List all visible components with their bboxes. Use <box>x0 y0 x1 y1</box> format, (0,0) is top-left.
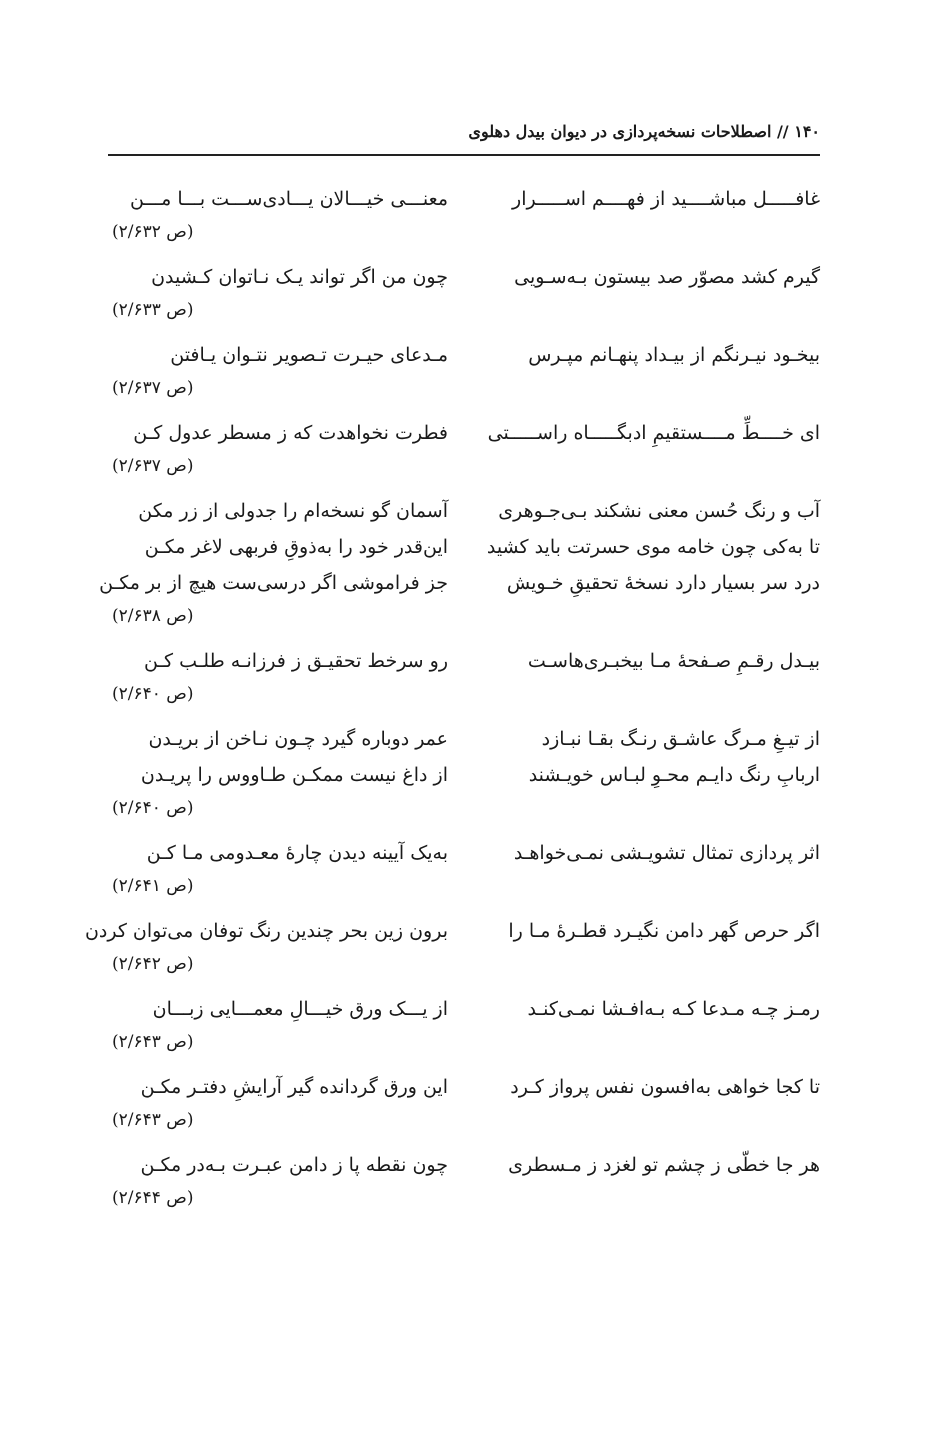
first-hemistich: هر جا خطّی ز چشم تو لغزد ز مـسطری <box>508 1154 820 1176</box>
second-hemistich: معنـــی خیـــالان یـــادی‌ســـت بـــا مـــن <box>129 188 448 210</box>
page-reference-text: (ص ۲/۶۴۰) <box>112 798 194 818</box>
running-header <box>108 120 820 156</box>
second-hemistich: برون زین بحر چندین رنگ توفان می‌توان کردن <box>84 920 448 942</box>
page-reference-text: (ص ۲/۶۴۳) <box>112 1032 194 1052</box>
page-reference <box>108 870 820 912</box>
page-reference-text: (ص ۲/۶۴۳) <box>112 1110 194 1130</box>
first-hemistich: اگر حرص گهر دامن نگیـرد قطـرهٔ مـا را <box>508 920 820 942</box>
verse-line <box>108 528 820 564</box>
page-reference-text: (ص ۲/۶۴۲) <box>112 954 194 974</box>
second-hemistich: جز فراموشی اگر درسی‌ست هیچ از بر مکـن <box>99 572 448 594</box>
page-reference-text: (ص ۲/۶۴۰) <box>112 684 194 704</box>
verse-entry <box>108 990 820 1068</box>
page-reference <box>108 1182 820 1224</box>
page-reference-text: (ص ۲/۶۳۸) <box>112 606 194 626</box>
verse-entry <box>108 1146 820 1224</box>
first-hemistich: تا کجا خواهی به‌افسون نفس پرواز کـرد <box>510 1076 820 1098</box>
verse-entry <box>99 492 820 642</box>
verse-list <box>84 180 820 1224</box>
first-hemistich: اربابِ رنگ دایـم محـوِ لبـاس خویـشند <box>528 764 820 786</box>
verse-entry <box>108 258 820 336</box>
second-hemistich: آسمان گو نسخه‌ام را جدولی از زر مکن <box>138 500 448 522</box>
verse-line <box>108 756 820 792</box>
verse-line <box>108 720 820 756</box>
first-hemistich: بیخـود نیـرنگم از بیـداد پنهـانم مپـرس <box>528 344 820 366</box>
first-hemistich: گیرم کشد مصوّر صد بیستون بـه‌سـویی <box>514 266 820 288</box>
verse-entry <box>108 720 820 834</box>
first-hemistich: از تیـغِ مـرگ عاشـق رنـگ بقـا نبـازد <box>541 728 820 750</box>
page-reference <box>108 294 820 336</box>
verse-entry <box>108 1068 820 1146</box>
verse-line <box>84 912 820 948</box>
page-reference-text: (ص ۲/۶۳۷) <box>112 456 194 476</box>
verse-entry <box>108 180 820 258</box>
first-hemistich: غافـــــل مباشــــید از فهــــم اســـــرار <box>512 188 820 210</box>
verse-entry <box>84 912 820 990</box>
first-hemistich: ای خــــطِّ مــــستقیمِ ادبگـــــاه راســـــتی <box>487 422 820 444</box>
verse-line <box>108 414 820 450</box>
first-hemistich: اثر پردازی تمثال تشویـشی نمـی‌خواهـد <box>513 842 820 864</box>
second-hemistich: از یـــک ورق خیـــالِ معمـــایی زبـــان <box>152 998 448 1020</box>
verse-line <box>108 642 820 678</box>
page-reference <box>108 372 820 414</box>
second-hemistich: چون من اگر تواند یـک نـاتوان کـشیدن <box>151 266 448 288</box>
second-hemistich: مـدعای حیـرت تـصویر نتـوان یـافتن <box>170 344 448 366</box>
first-hemistich: درد سر بسیار دارد نسخهٔ تحقیقِ خـویش <box>506 572 820 594</box>
page-reference-text: (ص ۲/۶۳۷) <box>112 378 194 398</box>
second-hemistich: فطرت نخواهدت که ز مسطر عدول کـن <box>133 422 448 444</box>
verse-entry <box>108 414 820 492</box>
page-reference <box>108 792 820 834</box>
verse-entry <box>108 642 820 720</box>
page-reference <box>108 600 820 642</box>
page-reference <box>108 1026 820 1068</box>
verse-line <box>99 564 820 600</box>
page-reference-text: (ص ۲/۶۳۳) <box>112 300 194 320</box>
page-reference <box>108 450 820 492</box>
verse-line <box>108 258 820 294</box>
verse-line <box>108 336 820 372</box>
verse-entry <box>108 834 820 912</box>
verse-line <box>108 834 820 870</box>
verse-line <box>108 492 820 528</box>
page-reference <box>108 948 820 990</box>
first-hemistich: بیـدل رقـمِ صـفحهٔ مـا بیخبـری‌هاسـت <box>527 650 820 672</box>
verse-entry <box>108 336 820 414</box>
verse-line <box>108 990 820 1026</box>
page-reference <box>108 678 820 720</box>
page-reference <box>108 216 820 258</box>
verse-line <box>108 1068 820 1104</box>
second-hemistich: این ورق گردانده گیر آرایشِ دفتـر مکـن <box>140 1076 448 1098</box>
verse-line <box>108 180 820 216</box>
page-reference-text: (ص ۲/۶۴۱) <box>112 876 194 896</box>
header-text: ۱۴۰ // اصطلاحات نسخه‌پردازی در دیوان بیدل دهلوی <box>468 122 820 141</box>
first-hemistich: آب و رنگ حُسن معنی نشکند بـی‌جـوهری <box>498 500 820 522</box>
second-hemistich: چون نقطه پا ز دامن عبـرت بـه‌در مکـن <box>140 1154 448 1176</box>
verse-line <box>108 1146 820 1182</box>
second-hemistich: از داغ نیست ممکـن طـاووس را پریـدن <box>140 764 448 786</box>
page-reference-text: (ص ۲/۶۳۲) <box>112 222 194 242</box>
page-reference-text: (ص ۲/۶۴۴) <box>112 1188 194 1208</box>
second-hemistich: این‌قدر خود را به‌ذوقِ فربهی لاغر مکـن <box>144 536 448 558</box>
first-hemistich: رمـز چـه مـدعا کـه بـه‌افـشا نمـی‌کنـد <box>527 998 820 1020</box>
second-hemistich: عمر دوباره گیرد چـون نـاخن از بریـدن <box>148 728 448 750</box>
first-hemistich: تا به‌کی چون خامه موی حسرتت باید کشید <box>486 536 820 558</box>
page-reference <box>108 1104 820 1146</box>
second-hemistich: به‌یک آیینه دیدن چارهٔ معـدومی مـا کـن <box>146 842 448 864</box>
second-hemistich: رو سرخط تحقیـق ز فرزانـه طلـب کـن <box>143 650 448 672</box>
